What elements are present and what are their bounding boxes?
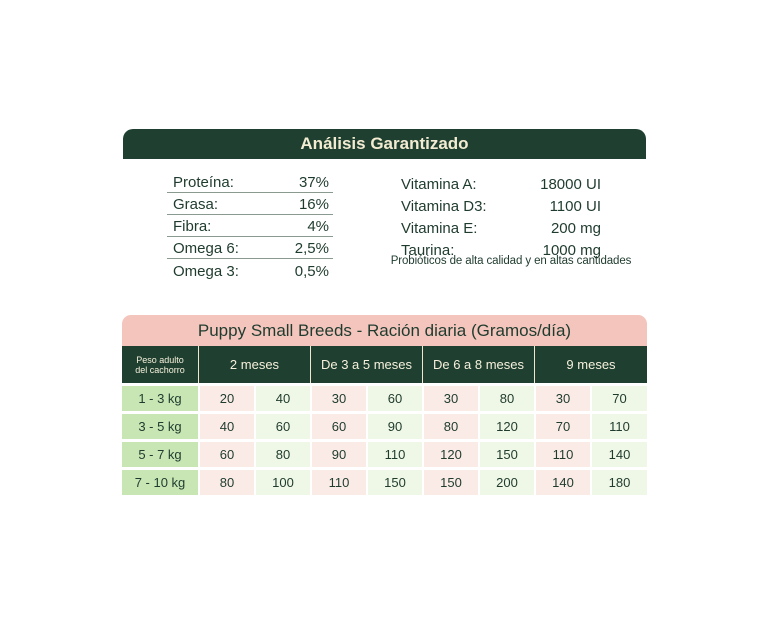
weight-cell: 1 - 3 kg	[122, 386, 198, 411]
ration-cell: 110	[366, 442, 422, 467]
analysis-header	[123, 129, 646, 159]
vitamin-value: 18000 UI	[540, 175, 601, 193]
ration-cell: 70	[590, 386, 647, 411]
ration-cell: 60	[254, 414, 310, 439]
ration-cell: 20	[198, 386, 254, 411]
guaranteed-analysis-panel	[123, 129, 646, 280]
vitamin-value: 1100 UI	[549, 197, 601, 215]
nutrient-row	[167, 193, 333, 215]
nutrient-name: Omega 3:	[173, 263, 239, 280]
weight-column-header	[122, 346, 198, 383]
vitamin-name: Vitamina E:	[401, 219, 478, 237]
ration-cell: 70	[534, 414, 590, 439]
table-row	[122, 442, 647, 467]
age-group-header: De 6 a 8 meses	[422, 346, 534, 383]
ration-cell: 140	[590, 442, 647, 467]
ration-cell: 200	[478, 470, 534, 495]
age-group-header: 9 meses	[534, 346, 647, 383]
nutrient-name: Proteína:	[173, 174, 234, 191]
ration-cell: 40	[254, 386, 310, 411]
ration-cell: 40	[198, 414, 254, 439]
nutrient-row	[167, 259, 333, 281]
ration-cell: 150	[366, 470, 422, 495]
vitamin-row	[401, 217, 601, 239]
weight-cell: 3 - 5 kg	[122, 414, 198, 439]
nutrient-row	[167, 237, 333, 259]
ration-column-headers	[122, 346, 647, 383]
ration-cell: 150	[478, 442, 534, 467]
vitamin-name: Vitamina A:	[401, 175, 477, 193]
weight-header-line: del cachorro	[135, 364, 185, 375]
vitamin-name: Taurina:	[401, 241, 455, 259]
ration-cell: 90	[366, 414, 422, 439]
nutrient-value: 37%	[298, 174, 329, 191]
ration-cell: 80	[198, 470, 254, 495]
weight-header-line: Peso adulto	[136, 354, 184, 365]
vitamin-row	[401, 173, 601, 195]
analysis-body	[123, 159, 646, 280]
ration-cell: 140	[534, 470, 590, 495]
vitamin-value: 200 mg	[550, 219, 601, 237]
nutrient-row	[167, 215, 333, 237]
ration-cell: 150	[422, 470, 478, 495]
ration-cell: 110	[534, 442, 590, 467]
age-group-header: De 3 a 5 meses	[310, 346, 422, 383]
table-row	[122, 386, 647, 411]
nutrient-value: 4%	[307, 218, 329, 235]
weight-cell: 7 - 10 kg	[122, 470, 198, 495]
weight-cell: 5 - 7 kg	[122, 442, 198, 467]
vitamin-name: Vitamina D3:	[401, 197, 487, 215]
nutrient-list	[167, 171, 333, 281]
ration-cell: 30	[422, 386, 478, 411]
ration-cell: 120	[478, 414, 534, 439]
vitamin-list	[401, 173, 601, 261]
ration-cell: 180	[590, 470, 647, 495]
table-row	[122, 470, 647, 495]
daily-ration-table	[122, 315, 647, 495]
table-row	[122, 414, 647, 439]
analysis-title: Análisis Garantizado	[300, 134, 469, 153]
nutrient-name: Omega 6:	[173, 240, 239, 257]
ration-cell: 110	[310, 470, 366, 495]
ration-cell: 110	[590, 414, 647, 439]
ration-title: Puppy Small Breeds - Ración diaria (Gramos/día)	[197, 320, 572, 340]
nutrient-value: 0,5%	[294, 263, 329, 280]
vitamin-value: 1000 mg	[542, 241, 601, 259]
nutrient-value: 2,5%	[294, 240, 329, 257]
age-group-header: 2 meses	[198, 346, 310, 383]
ration-cell: 60	[198, 442, 254, 467]
vitamin-row	[401, 195, 601, 217]
nutrient-name: Fibra:	[173, 218, 212, 235]
ration-cell: 80	[254, 442, 310, 467]
ration-cell: 80	[422, 414, 478, 439]
ration-header	[122, 315, 647, 346]
ration-cell: 30	[310, 386, 366, 411]
ration-cell: 120	[422, 442, 478, 467]
ration-cell: 90	[310, 442, 366, 467]
ration-cell: 60	[310, 414, 366, 439]
nutrient-name: Grasa:	[173, 196, 219, 213]
ration-cell: 80	[478, 386, 534, 411]
nutrient-value: 16%	[298, 196, 329, 213]
ration-cell: 100	[254, 470, 310, 495]
nutrient-row	[167, 171, 333, 193]
probiotics-note: Probióticos de alta calidad y en altas cantidades	[390, 255, 632, 267]
ration-cell: 60	[366, 386, 422, 411]
ration-cell: 30	[534, 386, 590, 411]
